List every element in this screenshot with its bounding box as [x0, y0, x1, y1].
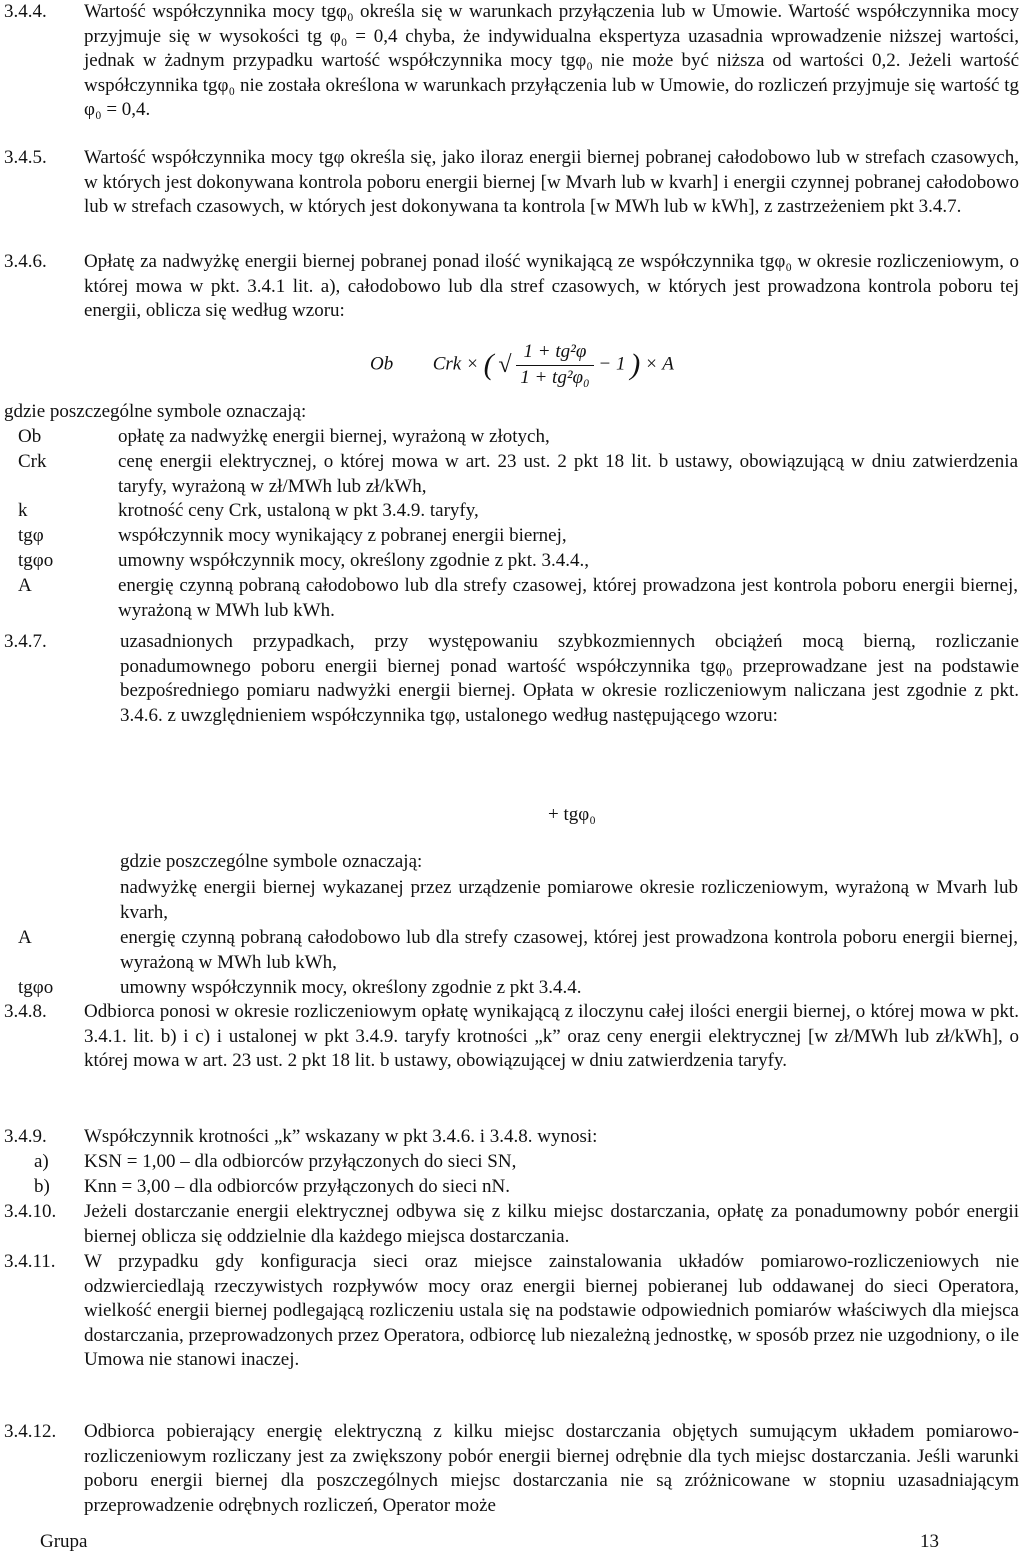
symbol-definition: cenę energii elektrycznej, o której mowa w art. 23 ust. 2 pkt 18 lit. b ustawy, obowiązującą w dniu zatwierdzenia taryfy, wyrażoną w zł/MWh lub zł/kWh,: [118, 451, 1018, 497]
symbol: tgφo: [18, 550, 54, 571]
symbol-definition: umowny współczynnik mocy, określony zgodnie z pkt. 3.4.4.,: [118, 550, 590, 571]
paragraph-number: 3.4.4.: [4, 1, 47, 22]
symbol: A: [18, 927, 32, 948]
formula-denominator: 1 + tg²φ₀: [520, 366, 590, 388]
k-item: [34, 1150, 1024, 1175]
paragraph-number: 3.4.7.: [4, 631, 47, 652]
paragraph-3-4-12: [4, 1420, 1019, 1518]
symbol: tgφo: [18, 977, 54, 998]
symbol-row: [18, 574, 1018, 623]
symbol-row: [18, 499, 1018, 524]
symbols-intro-2: gdzie poszczególne symbole oznaczają:: [120, 851, 423, 872]
paragraph-text: Wartość współczynnika mocy tgφ₀ określa się w warunkach przyłączenia lub w Umowie. Wartość współczynnika mocy przyjmuje się w wysokości tg φ₀ = 0,4 chyba, że indywidualna ekspertyza uzasadnia wprowadzenie niższej wartości, jednak w żadnym przypadku wartość współczynnika mocy tgφ₀ nie może być niższa od wartości 0,2. Jeżeli wartość współczynnika tgφ₀ nie została określona w warunkach przyłączenia lub w Umowie, do rozliczeń przyjmuje się wartość tg φ₀ = 0,4.: [84, 1, 1019, 120]
symbol: Ob: [18, 426, 42, 447]
formula-tail: − 1: [598, 353, 626, 375]
symbol-definition: krotność ceny Crk, ustaloną w pkt 3.4.9. taryfy,: [118, 500, 479, 521]
symbol-definition: nadwyżkę energii biernej wykazanej przez urządzenie pomiarowe okresie rozliczeniowym, wyrażoną w Mvarh lub kvarh,: [120, 877, 1018, 923]
paragraph-3-4-5: [4, 146, 1019, 220]
paragraph-number: 3.4.10.: [4, 1201, 57, 1222]
footer-group-label: Grupa: [40, 1531, 88, 1552]
paragraph-3-4-9: [4, 1125, 1019, 1150]
symbol-row: [18, 450, 1018, 499]
symbol-row: [18, 524, 1018, 549]
formula-multiplier: × A: [644, 353, 674, 375]
k-item-text: Knn = 3,00 – dla odbiorców przyłączonych do sieci nN.: [84, 1176, 510, 1197]
symbol: Crk: [18, 451, 47, 472]
paragraph-text: W przypadku gdy konfiguracja sieci oraz miejsce zainstalowania układów pomiarowo-rozliczeniowych nie odzwierciedlają rzeczywistych rozpływów mocy oraz energii biernej pobieranej lub oddawanej do sieci Operatora, wielkość energii biernej podlegającą rozliczeniu ustala się na podstawie odpowiednich pomiarów właściwych dla miejsca dostarczania, przeprowadzonych przez Operatora, odbiorcę lub niezależną jednostkę, w sposób przez nie uzgodniony, o ile Umowa nie stanowi inaczej.: [84, 1251, 1019, 1370]
paragraph-3-4-10: [4, 1200, 1019, 1249]
paragraph-text: Jeżeli dostarczanie energii elektrycznej odbywa się z kilku miejsc dostarczania, opłatę za ponadumowny pobór energii biernej oblicza się oddzielnie dla każdego miejsca dostarczania.: [84, 1201, 1019, 1247]
paragraph-number: 3.4.9.: [4, 1126, 47, 1147]
page-number: 13: [920, 1531, 939, 1552]
symbol-definition: energię czynną pobraną całodobowo lub dla strefy czasowej, której prowadzona jest kontrola poboru energii biernej, wyrażoną w MWh lub kWh.: [118, 575, 1018, 621]
symbol-row: [18, 425, 1018, 450]
formula-lhs: Ob: [370, 353, 394, 375]
formula-tgphi: + tgφ₀: [548, 804, 596, 825]
symbol-definition: energię czynną pobraną całodobowo lub dla strefy czasowej, której jest prowadzona kontrola poboru energii biernej, wyrażoną w MWh lub kWh,: [120, 927, 1018, 973]
paragraph-3-4-6: [4, 250, 1019, 324]
formula-fraction: [516, 340, 593, 390]
symbol: A: [18, 575, 32, 596]
symbol: k: [18, 500, 28, 521]
formula-numerator: 1 + tg²φ: [516, 340, 593, 366]
symbol-row: [18, 549, 1018, 574]
paragraph-text: Współczynnik krotności „k” wskazany w pkt 3.4.6. i 3.4.8. wynosi:: [84, 1126, 598, 1147]
symbol-definition: współczynnik mocy wynikający z pobranej energii biernej,: [118, 525, 567, 546]
paragraph-number: 3.4.8.: [4, 1001, 47, 1022]
paragraph-3-4-11: [4, 1250, 1019, 1373]
symbol-row: [18, 926, 1018, 975]
paragraph-number: 3.4.12.: [4, 1421, 57, 1442]
symbol-definition: opłatę za nadwyżkę energii biernej, wyrażoną w złotych,: [118, 426, 550, 447]
symbols-intro: gdzie poszczególne symbole oznaczają:: [4, 401, 307, 422]
paragraph-number: 3.4.6.: [4, 251, 47, 272]
k-item-text: KSN = 1,00 – dla odbiorców przyłączonych do sieci SN,: [84, 1151, 517, 1172]
paragraph-3-4-4: [4, 0, 1019, 123]
formula-coefficient: Crk ×: [432, 353, 479, 375]
symbol: tgφ: [18, 525, 44, 546]
paragraph-number: 3.4.5.: [4, 147, 47, 168]
symbol-row: [18, 876, 1018, 925]
k-item: [34, 1175, 1024, 1200]
symbol-row: [18, 976, 1018, 1001]
paragraph-number: 3.4.11.: [4, 1251, 56, 1272]
k-item-label: b): [34, 1176, 50, 1197]
paragraph-text: Odbiorca pobierający energię elektryczną z kilku miejsc dostarczania objętych sumującym układem pomiarowo-rozliczeniowym rozliczany jest za zwiększony pobór energii biernej odrębnie dla tych miejsc dostarczania. Jeśli warunki poboru energii biernej dla poszczególnych miejsc dostarczania nie są zróżnicowane w stopniu uzasadniającym przeprowadzenie odrębnych rozliczeń, Operator może: [84, 1421, 1019, 1516]
formula-ob: Ob Crk × ( √ $\frac{\text{1 + tg²φ}}{\text{1 + tg²φ₀}}$ − 1 ) × A: [370, 340, 674, 390]
paragraph-text: uzasadnionych przypadkach, przy występowaniu szybkozmiennych obciążeń mocą bierną, rozliczanie ponadumownego poboru energii biernej ponad wartość współczynnika tgφ₀ przeprowadzane jest na podstawie bezpośredniego pomiaru nadwyżki energii biernej. Opłata w okresie rozliczeniowym naliczana jest zgodnie z pkt. 3.4.6. z uwzględnieniem współczynnika tgφ, ustalonego według następującego wzoru:: [120, 631, 1019, 726]
paragraph-text: Opłatę za nadwyżkę energii biernej pobranej ponad ilość wynikającą ze współczynnika tgφ₀ w okresie rozliczeniowym, o której mowa w pkt. 3.4.1 lit. a), całodobowo lub dla stref czasowych, w których jest prowadzona kontrola poboru tej energii, oblicza się według wzoru:: [84, 251, 1019, 321]
paragraph-text: Odbiorca ponosi w okresie rozliczeniowym opłatę wynikającą z iloczynu całej ilości energii biernej, o której mowa w pkt. 3.4.1. lit. b) i c) i ustalonej w pkt 3.4.9. taryfy krotności „k” oraz ceny energii elektrycznej [w zł/MWh lub zł/kWh], o której mowa w art. 23 ust. 2 pkt 18 lit. b ustawy, obowiązującej w dniu zatwierdzenia taryfy.: [84, 1001, 1019, 1071]
paragraph-3-4-7: [4, 630, 1019, 728]
symbol-definition: umowny współczynnik mocy, określony zgodnie z pkt 3.4.4.: [120, 977, 582, 998]
k-item-label: a): [34, 1151, 49, 1172]
paragraph-3-4-8: [4, 1000, 1019, 1074]
paragraph-text: Wartość współczynnika mocy tgφ określa się, jako iloraz energii biernej pobranej całodobowo lub w strefach czasowych, w których jest dokonywana kontrola poboru energii biernej [w Mvarh lub w kvarh] i energii czynnej pobranej całodobowo lub w strefach czasowych, w których jest dokonywana ta kontrola [w MWh lub w kWh], z zastrzeżeniem pkt 3.4.7.: [84, 147, 1019, 217]
